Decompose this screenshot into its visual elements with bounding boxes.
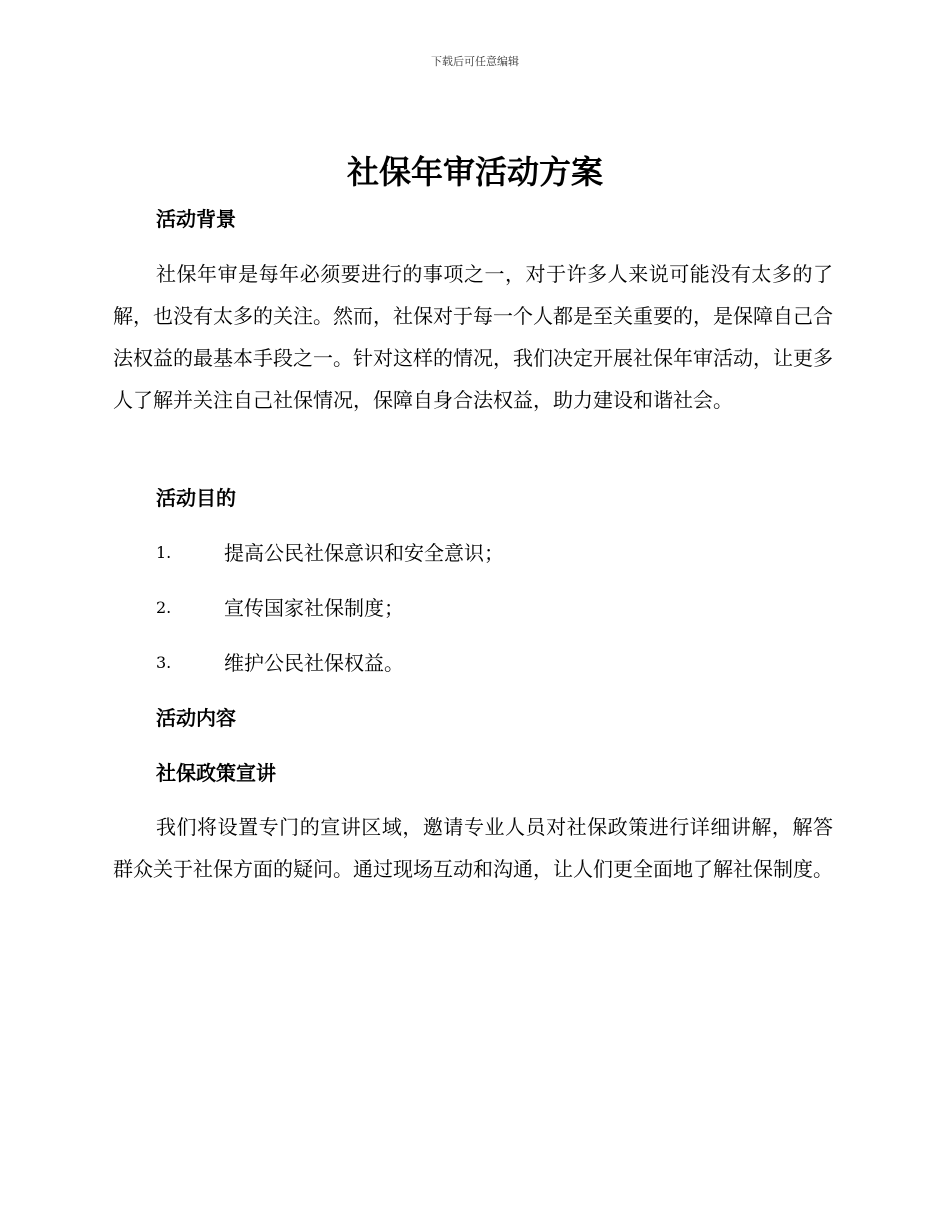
list-item-number: 1. xyxy=(156,543,172,562)
list-item xyxy=(156,649,836,677)
list-item-number: 2. xyxy=(156,598,172,617)
list-item-text: 提高公民社保意识和安全意识； xyxy=(224,541,504,565)
list-item-text: 维护公民社保权益。 xyxy=(224,651,404,675)
page-title: 社保年审活动方案 xyxy=(346,153,603,191)
background-paragraph: 社保年审是每年必须要进行的事项之一，对于许多人来说可能没有太多的了解，也没有太多的关注。然而，社保对于每一个人都是至关重要的，是保障自己合法权益的最基本手段之一。针对这样的情况，我们决定开展社保年审活动，让更多人了解并关注自己社保情况，保障自身合法权益，助力建设和谐社会。 xyxy=(113,262,833,412)
subsection-heading-policy: 社保政策宣讲 xyxy=(156,761,276,785)
section-heading-background: 活动背景 xyxy=(156,207,236,231)
content-paragraph: 我们将设置专门的宣讲区域，邀请专业人员对社保政策进行详细讲解，解答群众关于社保方面的疑问。通过现场互动和沟通，让人们更全面地了解社保制度。 xyxy=(113,815,833,881)
section-heading-purpose: 活动目的 xyxy=(156,486,236,510)
list-item-number: 3. xyxy=(156,653,172,672)
section-heading-content: 活动内容 xyxy=(156,706,236,730)
list-item-text: 宣传国家社保制度； xyxy=(224,596,404,620)
list-item xyxy=(156,594,836,622)
list-item xyxy=(156,539,836,567)
header-note: 下载后可任意编辑 xyxy=(431,55,519,68)
